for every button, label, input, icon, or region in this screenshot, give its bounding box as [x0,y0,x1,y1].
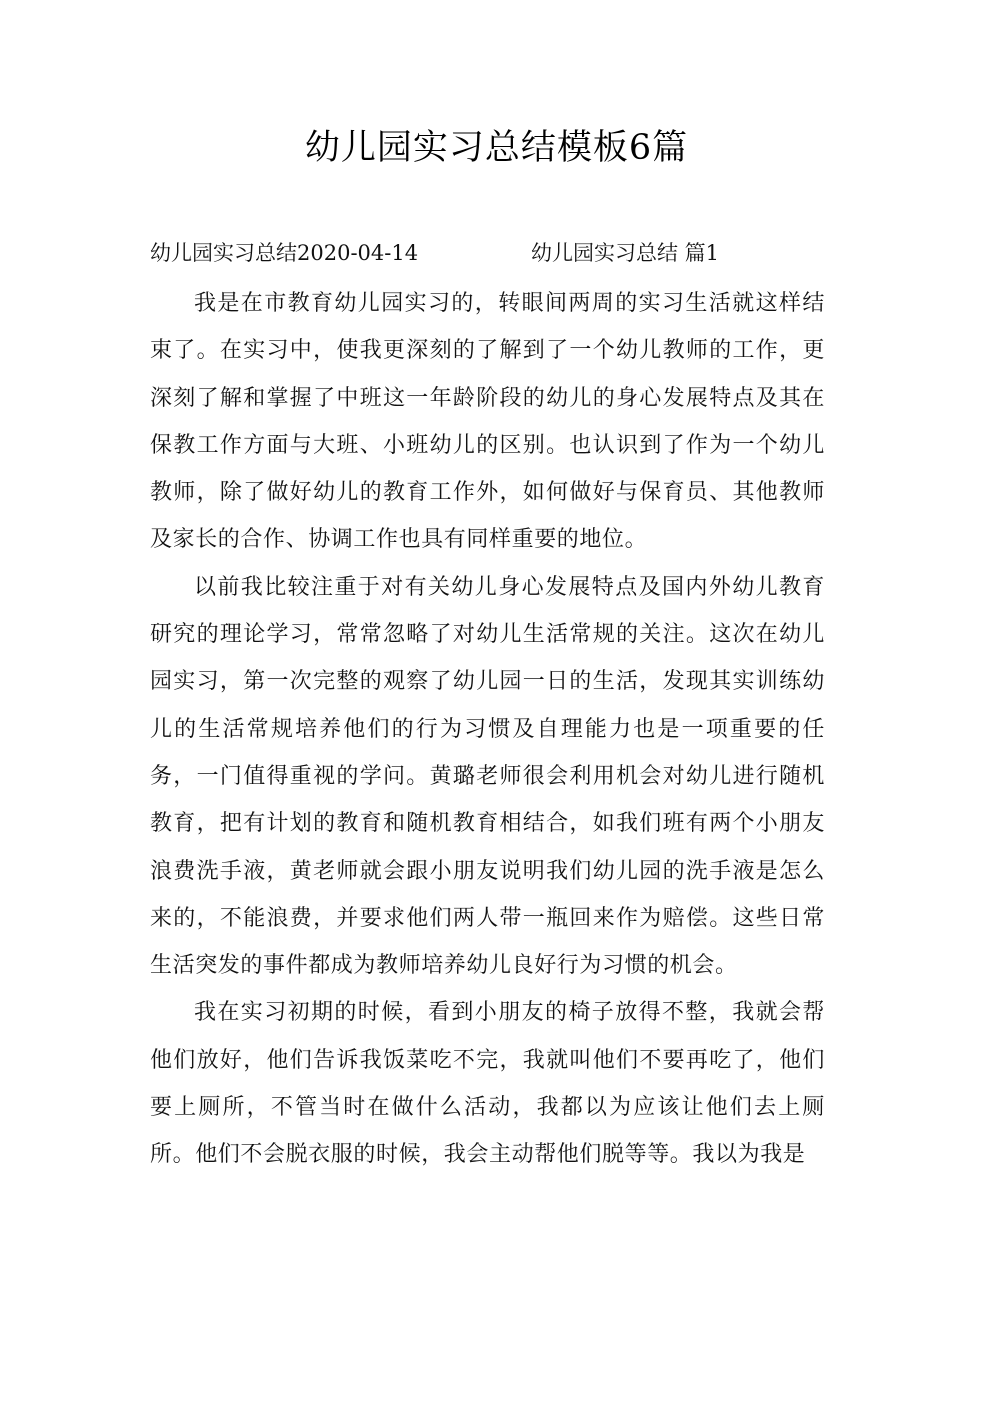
meta-section-line: 幼儿园实习总结 篇1 [531,241,720,265]
document-title: 幼儿园实习总结模板6篇 [304,128,689,168]
paragraph: 我是在市教育幼儿园实习的，转眼间两周的实习生活就这样结束了。在实习中，使我更深刻的了解到了一个幼儿教师的工作，更深刻了解和掌握了中班这一年龄阶段的幼儿的身心发展特点及其在保教工作方面与大班、小班幼儿的区别。也认识到了作为一个幼儿教师，除了做好幼儿的教育工作外，如何做好与保育员、其他教师及家长的合作、协调工作也具有同样重要的地位。 [150,291,825,553]
paragraph: 以前我比较注重于对有关幼儿身心发展特点及国内外幼儿教育研究的理论学习，常常忽略了对幼儿生活常规的关注。这次在幼儿园实习，第一次完整的观察了幼儿园一日的生活，发现其实训练幼儿的生活常规培养他们的行为习惯及自理能力也是一项重要的任务，一门值得重视的学问。黄璐老师很会利用机会对幼儿进行随机教育，把有计划的教育和随机教育相结合，如我们班有两个小朋友浪费洗手液，黄老师就会跟小朋友说明我们幼儿园的洗手液是怎么来的，不能浪费，并要求他们两人带一瓶回来作为赔偿。这些日常生活突发的事件都成为教师培养幼儿良好行为习惯的机会。 [150,574,825,979]
meta-date-line: 幼儿园实习总结2020-04-14 [150,241,419,265]
paragraph: 我在实习初期的时候，看到小朋友的椅子放得不整，我就会帮他们放好，他们告诉我饭菜吃不完，我就叫他们不要再吃了，他们要上厕所，不管当时在做什么活动，我都以为应该让他们去上厕所。他们不会脱衣服的时候，我会主动帮他们脱等等。我以为我是 [150,1000,825,1168]
document-meta [150,233,850,273]
document-body [150,280,825,1179]
